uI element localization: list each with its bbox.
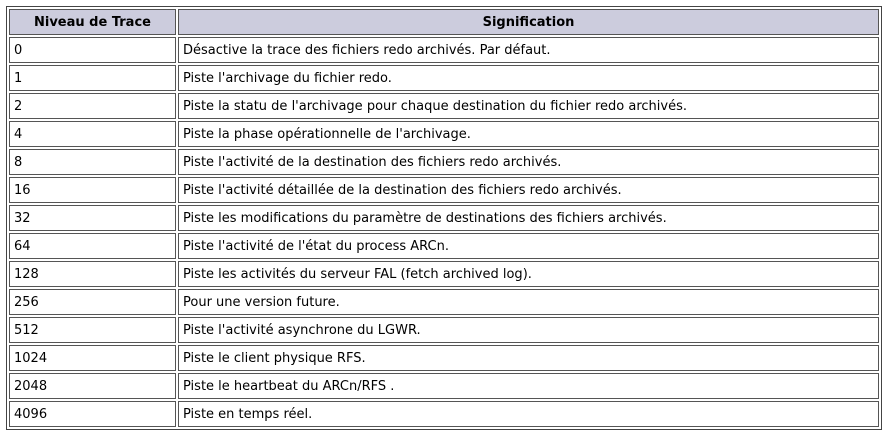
table-row: [9, 205, 879, 231]
table-row: [9, 93, 879, 119]
trace-level-cell: 16: [9, 177, 176, 203]
trace-level-cell: 64: [9, 233, 176, 259]
trace-level-table: [6, 6, 882, 430]
table-row: [9, 65, 879, 91]
table-row: [9, 345, 879, 371]
table-row: [9, 401, 879, 427]
table-row: [9, 121, 879, 147]
signification-cell: Piste la statu de l'archivage pour chaque destination du fichier redo archivés.: [178, 93, 879, 119]
table-row: [9, 289, 879, 315]
column-header-signification: Signification: [178, 9, 879, 35]
table-row: [9, 317, 879, 343]
trace-level-cell: 2048: [9, 373, 176, 399]
table-row: [9, 373, 879, 399]
signification-cell: Piste le client physique RFS.: [178, 345, 879, 371]
trace-level-cell: 4: [9, 121, 176, 147]
signification-cell: Piste l'activité de la destination des fichiers redo archivés.: [178, 149, 879, 175]
trace-level-cell: 512: [9, 317, 176, 343]
signification-cell: Piste l'activité de l'état du process ARCn.: [178, 233, 879, 259]
signification-cell: Piste les modifications du paramètre de destinations des fichiers archivés.: [178, 205, 879, 231]
trace-level-cell: 256: [9, 289, 176, 315]
table-row: [9, 261, 879, 287]
trace-level-cell: 32: [9, 205, 176, 231]
column-header-trace-level: Niveau de Trace: [9, 9, 176, 35]
trace-level-cell: 4096: [9, 401, 176, 427]
signification-cell: Piste la phase opérationnelle de l'archivage.: [178, 121, 879, 147]
trace-level-cell: 2: [9, 93, 176, 119]
signification-cell: Pour une version future.: [178, 289, 879, 315]
trace-level-table-container: [6, 6, 882, 430]
table-body: [9, 37, 879, 427]
signification-cell: Piste le heartbeat du ARCn/RFS .: [178, 373, 879, 399]
trace-level-cell: 128: [9, 261, 176, 287]
signification-cell: Piste les activités du serveur FAL (fetch archived log).: [178, 261, 879, 287]
table-header-row: [9, 9, 879, 35]
table-row: [9, 177, 879, 203]
table-row: [9, 233, 879, 259]
trace-level-cell: 1: [9, 65, 176, 91]
table-row: [9, 149, 879, 175]
trace-level-cell: 1024: [9, 345, 176, 371]
signification-cell: Piste l'archivage du fichier redo.: [178, 65, 879, 91]
signification-cell: Piste l'activité asynchrone du LGWR.: [178, 317, 879, 343]
table-row: [9, 37, 879, 63]
trace-level-cell: 8: [9, 149, 176, 175]
trace-level-cell: 0: [9, 37, 176, 63]
signification-cell: Piste l'activité détaillée de la destination des fichiers redo archivés.: [178, 177, 879, 203]
signification-cell: Désactive la trace des fichiers redo archivés. Par défaut.: [178, 37, 879, 63]
signification-cell: Piste en temps réel.: [178, 401, 879, 427]
